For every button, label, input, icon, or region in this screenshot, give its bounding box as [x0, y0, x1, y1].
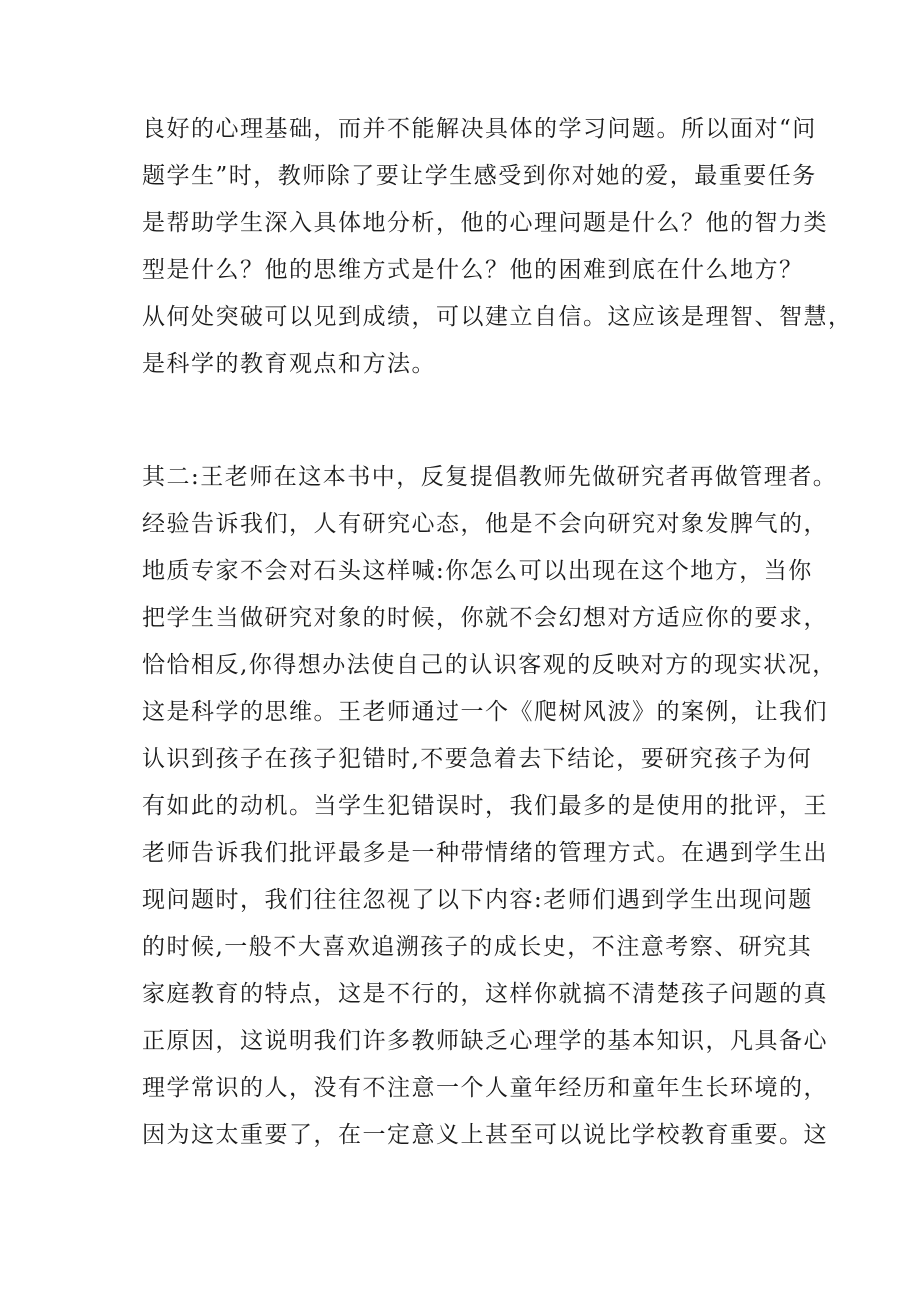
text-line: 现问题时，我们往往忽视了以下内容:老师们遇到学生出现问题 [142, 887, 813, 913]
text-line: 地质专家不会对石头这样喊:你怎么可以出现在这个地方，当你 [142, 558, 813, 584]
text-line: 理学常识的人，没有不注意一个人童年经历和童年生长环境的， [142, 1075, 828, 1101]
text-line: 把学生当做研究对象的时候，你就不会幻想对方适应你的要求， [142, 605, 828, 631]
text-line: 认识到孩子在孩子犯错时,不要急着去下结论，要研究孩子为何 [142, 746, 813, 772]
text-line: 良好的心理基础，而并不能解决具体的学习问题。所以面对“问 [142, 116, 817, 142]
text-line: 家庭教育的特点，这是不行的，这样你就搞不清楚孩子问题的真 [142, 981, 828, 1007]
paragraph-1 [142, 106, 853, 388]
text-line: 是帮助学生深入具体地分析，他的心理问题是什么？他的智力类 [142, 210, 828, 236]
text-line: 这是科学的思维。王老师通过一个《爬树风波》的案例，让我们 [142, 699, 828, 725]
paragraph-2 [142, 454, 838, 1159]
text-line: 型是什么？他的思维方式是什么？他的困难到底在什么地方？ [142, 257, 804, 283]
text-line: 恰恰相反,你得想办法使自己的认识客观的反映对方的现实状况， [142, 652, 837, 678]
text-line: 题学生”时，教师除了要让学生感受到你对她的爱，最重要任务 [142, 163, 817, 189]
text-line: 其二:王老师在这本书中，反复提倡教师先做研究者再做管理者。 [142, 464, 838, 490]
text-line: 有如此的动机。当学生犯错误时，我们最多的是使用的批评，王 [142, 793, 828, 819]
text-line: 正原因，这说明我们许多教师缺乏心理学的基本知识，凡具备心 [142, 1028, 828, 1054]
text-line: 的时候,一般不大喜欢追溯孩子的成长史，不注意考察、研究其 [142, 934, 813, 960]
text-line: 是科学的教育观点和方法。 [142, 351, 436, 377]
text-line: 因为这太重要了，在一定意义上甚至可以说比学校教育重要。这 [142, 1122, 828, 1148]
text-line: 老师告诉我们批评最多是一种带情绪的管理方式。在遇到学生出 [142, 840, 828, 866]
text-line: 经验告诉我们，人有研究心态，他是不会向研究对象发脾气的， [142, 511, 828, 537]
text-line: 从何处突破可以见到成绩，可以建立自信。这应该是理智、智慧， [142, 304, 853, 330]
